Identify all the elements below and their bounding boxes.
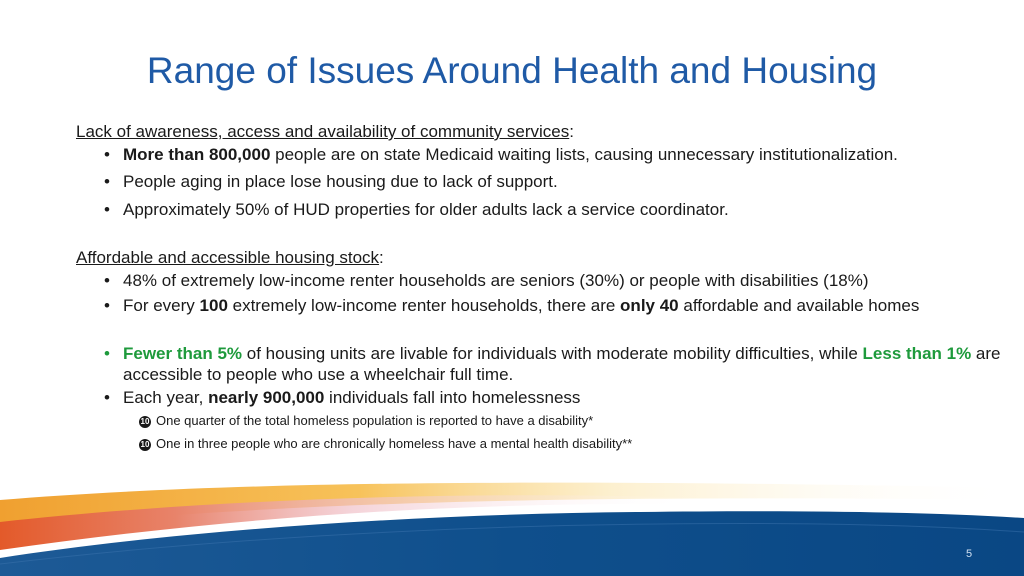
bullet-bold: More than 800,000: [123, 145, 271, 164]
bullet-text: extremely low-income renter households, there are: [227, 296, 621, 315]
highlight-green: Fewer than 5%: [123, 344, 243, 363]
bullet-text: For every: [123, 296, 200, 315]
section-heading-text: Lack of awareness, access and availability of community services: [76, 122, 570, 141]
bullet-extremely-low-income: [104, 270, 1004, 292]
bullet-text: of housing units are livable for individuals with moderate mobility difficulties, while: [242, 344, 863, 363]
bullet-aging-in-place: [104, 171, 1004, 193]
bullet-bold: nearly 900,000: [208, 388, 325, 407]
section-heading-text: Affordable and accessible housing stock: [76, 248, 380, 267]
bullet-homelessness: [104, 387, 1004, 409]
bullet-hud-properties: [104, 199, 1004, 221]
bullet-bold: 100: [199, 296, 228, 315]
bullet-text: individuals fall into homelessness: [324, 388, 581, 407]
bullet-dot: •: [104, 344, 110, 363]
highlight-green: Less than 1%: [862, 344, 972, 363]
bullet-text: are accessible to people who use a wheelchair full time.: [123, 344, 1001, 384]
bullet-dot: •: [104, 271, 110, 290]
bullet-dot: •: [104, 296, 110, 315]
sub-bullet-text: One in three people who are chronically homeless have a mental health disability**: [156, 436, 633, 451]
bullet-text: Each year,: [123, 388, 209, 407]
sub-bullet-disability: [139, 413, 593, 428]
sub-bullet-mental-health: [139, 436, 632, 451]
heading-colon: :: [379, 248, 384, 267]
page-number: 5: [966, 548, 973, 560]
bullet-text: affordable and available homes: [678, 296, 920, 315]
bullet-dot: •: [104, 172, 110, 191]
footer-swoosh: [0, 460, 1024, 576]
bullet-dot: •: [104, 200, 110, 219]
bullet-medicaid-waiting: [104, 144, 1004, 166]
bullet-text: Approximately 50% of HUD properties for older adults lack a service coordinator.: [123, 200, 729, 219]
bullet-mobility: [104, 343, 1004, 385]
section-heading-awareness: [76, 122, 574, 142]
heading-colon: :: [569, 122, 574, 141]
sub-bullet-text: One quarter of the total homeless population is reported to have a disability*: [156, 413, 594, 428]
bullet-text: people are on state Medicaid waiting lists, causing unnecessary institutionalization.: [270, 145, 898, 164]
bullet-dot: •: [104, 145, 110, 164]
section-heading-housing-stock: [76, 248, 384, 268]
sub-bullet-marker-icon: 10: [140, 440, 150, 449]
slide-title: Range of Issues Around Health and Housing: [146, 50, 878, 91]
bullet-affordable-homes: [104, 295, 1004, 317]
sub-bullet-marker-icon: 10: [140, 417, 150, 426]
bullet-text: 48% of extremely low-income renter households are seniors (30%) or people with disabilities (18%): [123, 271, 869, 290]
bullet-text: People aging in place lose housing due to lack of support.: [123, 172, 558, 191]
bullet-bold: only 40: [620, 296, 679, 315]
bullet-dot: •: [104, 388, 110, 407]
